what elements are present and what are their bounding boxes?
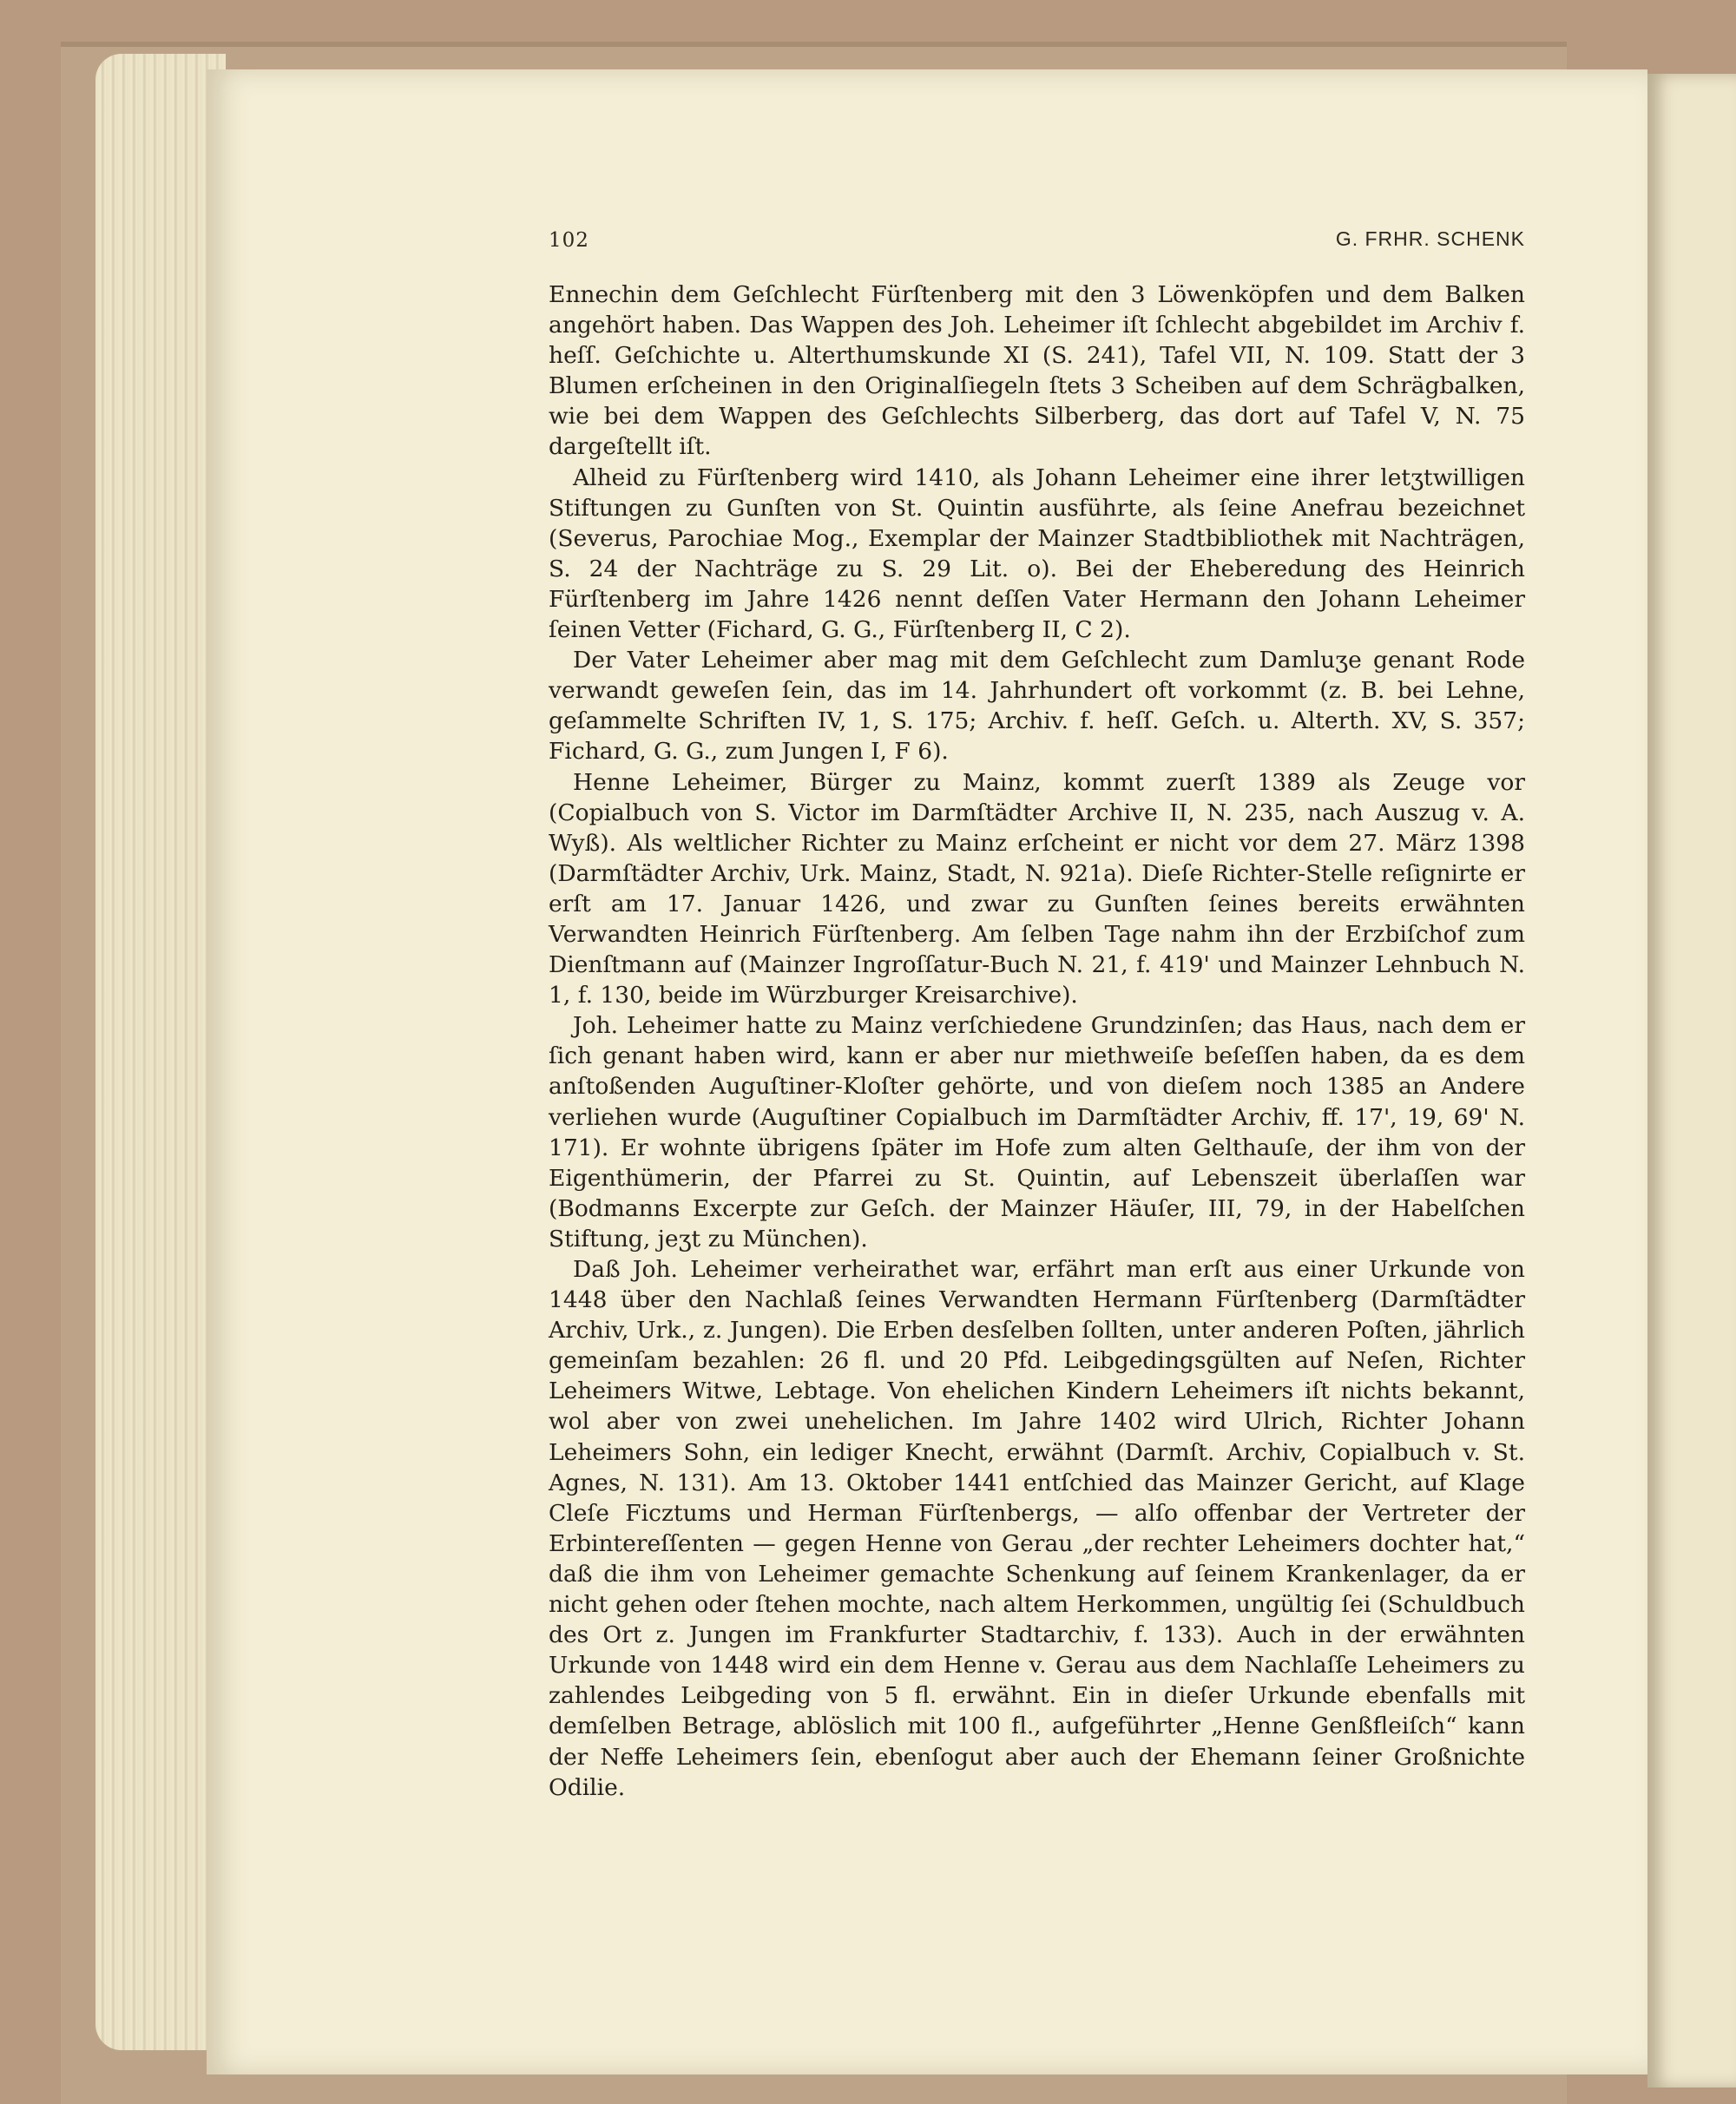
paragraph: Daß Joh. Leheimer verheirathet war, erfährt man erſt aus einer Urkunde von 1448 über den Nachlaß ſeines Verwandten Hermann Fürſtenberg (Darmſtädter Archiv, Urk., z. Jungen). Die Erben desſelben ſollten, unter anderen Poſten, jährlich gemeinſam bezahlen: 26 fl. und 20 Pfd. Leibgedingsgülten auf Neſen, Richter Leheimers Witwe, Lebtage. Von ehelichen Kindern Leheimers iſt nichts bekannt, wol aber von zwei unehelichen. Im Jahre 1402 wird Ulrich, Richter Johann Leheimers Sohn, ein lediger Knecht, erwähnt (Darmſt. Archiv, Copialbuch v. St. Agnes, N. 131). Am 13. Oktober 1441 entſchied das Mainzer Gericht, auf Klage Cleſe Ficztums und Herman Fürſtenbergs, — alſo offenbar der Vertreter der Erbintereſſenten — gegen Henne von Gerau „der rechter Leheimers dochter hat,“ daß die ihm von Leheimer gemachte Schenkung auf ſeinem Krankenlager, da er nicht gehen oder ſtehen mochte, nach altem Herkommen, ungültig ſei (Schuldbuch des Ort z. Jungen im Frankfurter Stadtarchiv, f. 133). Auch in der erwähnten Urkunde von 1448 wird ein dem Henne v. Gerau aus dem Nachlaſſe Leheimers zu zahlendes Leibgeding von 5 fl. erwähnt. Ein in dieſer Urkunde ebenfalls mit demſelben Betrage, ablöslich mit 100 fl., aufgeführter „Henne Genßfleiſch“ kann der Neffe Leheimers ſein, ebenſogut aber auch der Ehemann ſeiner Großnichte Odilie. <box>549 1256 1525 1801</box>
page-header <box>549 227 1525 257</box>
paragraph: Der Vater Leheimer aber mag mit dem Geſchlecht zum Damluʒe genant Rode verwandt geweſen ſein, das im 14. Jahrhundert oft vorkommt (z. B. bei Lehne, geſammelte Schriften IV, 1, S. 175; Archiv. f. heſſ. Geſch. u. Alterth. XV, S. 357; Fichard, G. G., zum Jungen I, F 6). <box>549 647 1525 766</box>
paragraph: Alheid zu Fürſtenberg wird 1410, als Johann Leheimer eine ihrer letʒtwilligen Stiftungen zu Gunſten von St. Quintin ausführte, als ſeine Anefrau bezeichnet (Severus, Parochiae Mog., Exemplar der Mainzer Stadtbibliothek mit Nachträgen, S. 24 der Nachträge zu S. 29 Lit. o). Bei der Eheberedung des Heinrich Fürſtenberg im Jahre 1426 nennt deſſen Vater Hermann den Johann Leheimer ſeinen Vetter (Fichard, G. G., Fürſtenberg II, C 2). <box>549 464 1525 644</box>
running-title: G. FRHR. SCHENK <box>1335 227 1525 250</box>
paragraph: Joh. Leheimer hatte zu Mainz verſchiedene Grundzinſen; das Haus, nach dem er ſich genant haben wird, kann er aber nur miethweiſe beſeſſen haben, da es dem anſtoßenden Auguſtiner-Kloſter gehörte, und von dieſem noch 1385 an Andere verliehen wurde (Auguſtiner Copialbuch im Darmſtädter Archiv, ff. 17', 19, 69' N. 171). Er wohnte übrigens ſpäter im Hofe zum alten Gelthauſe, der ihm von der Eigenthümerin, der Pfarrei zu St. Quintin, auf Lebenszeit überlaſſen war (Bodmanns Excerpte zur Geſch. der Mainzer Häuſer, III, 79, in der Habelſchen Stiftung, jeʒt zu München). <box>549 1012 1525 1253</box>
body-text <box>549 279 1525 1803</box>
page-number: 102 <box>549 229 589 252</box>
paragraph: Henne Leheimer, Bürger zu Mainz, kommt zuerſt 1389 als Zeuge vor (Copialbuch von S. Victor im Darmſtädter Archive II, N. 235, nach Auszug v. A. Wyß). Als weltlicher Richter zu Mainz erſcheint er nicht vor dem 27. März 1398 (Darmſtädter Archiv, Urk. Mainz, Stadt, N. 921a). Dieſe Richter-Stelle reſignirte er erſt am 17. Januar 1426, und zwar zu Gunſten ſeines bereits erwähnten Verwandten Heinrich Fürſtenberg. Am ſelben Tage nahm ihn der Erzbiſchof zum Dienſtmann auf (Mainzer Ingroſſatur-Buch N. 21, f. 419' und Mainzer Lehnbuch N. 1, f. 130, beide im Würzburger Kreisarchive). <box>549 768 1525 1009</box>
paragraph: Ennechin dem Geſchlecht Fürſtenberg mit den 3 Löwenköpfen und dem Balken angehört haben. Das Wappen des Joh. Leheimer iſt ſchlecht abgebildet im Archiv f. heſſ. Geſchichte u. Alterthumskunde XI (S. 241), Tafel VII, N. 109. Statt der 3 Blumen erſcheinen in den Originalſiegeln ſtets 3 Scheiben auf dem Schrägbalken, wie bei dem Wappen des Geſchlechts Silberberg, das dort auf Tafel V, N. 75 dargeſtellt iſt. <box>549 281 1525 461</box>
facing-page-edge <box>1647 74 1736 2088</box>
